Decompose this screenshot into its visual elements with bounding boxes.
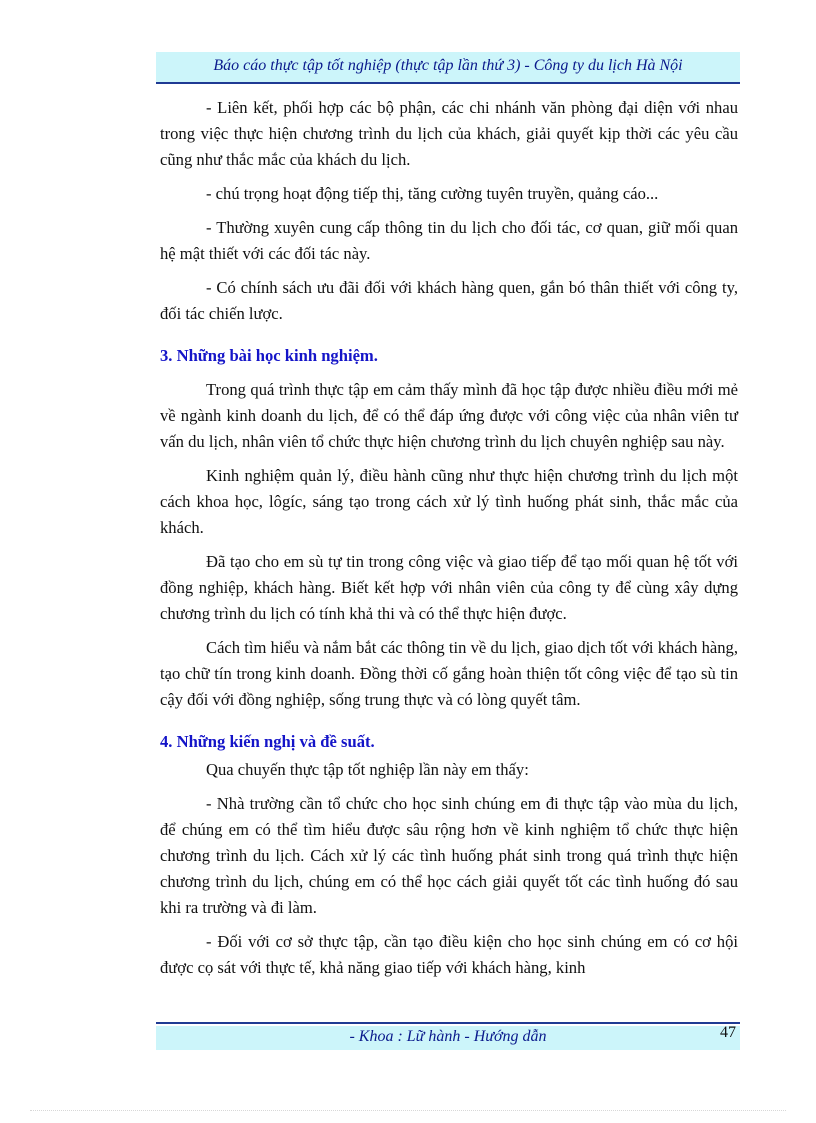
section-heading-4: 4. Những kiến nghị và đề suất. <box>160 732 375 751</box>
page-edge-divider <box>30 1110 786 1111</box>
page-footer <box>156 1026 740 1050</box>
paragraph: Kinh nghiệm quản lý, điều hành cũng như thực hiện chương trình du lịch một cách khoa học, lôgíc, sáng tạo trong cách xử lý tình huống phát sinh, thắc mắc của khách. <box>160 466 738 537</box>
header-title: Báo cáo thực tập tốt nghiệp (thực tập lần thứ 3) - Công ty du lịch Hà Nội <box>213 57 683 74</box>
footer-text: - Khoa : Lữ hành - Hướng dẫn <box>349 1028 547 1045</box>
paragraph: Trong quá trình thực tập em cảm thấy mình đã học tập được nhiều điều mới mẻ về ngành kinh doanh du lịch, để có thể đáp ứng được với công việc của nhân viên tư vấn du lịch, nhân viên tổ chức thực hiện chương trình du lịch chuyên nghiệp sau này. <box>160 380 738 451</box>
paragraph: - Thường xuyên cung cấp thông tin du lịch cho đối tác, cơ quan, giữ mối quan hệ mật thiết với các đối tác này. <box>160 218 738 263</box>
page-header <box>156 52 740 84</box>
paragraph: Cách tìm hiểu và nắm bắt các thông tin về du lịch, giao dịch tốt với khách hàng, tạo chữ tín trong kinh doanh. Đồng thời cố gắng hoàn thiện tốt công việc để tạo sù tin cậy đối với đồng nghiệp, sống trung thực và có lòng quyết tâm. <box>160 638 738 709</box>
paragraph: - Liên kết, phối hợp các bộ phận, các chi nhánh văn phòng đại diện với nhau trong việc thực hiện chương trình du lịch của khách, giải quyết kịp thời các yêu cầu cũng như thắc mắc của khách du lịch. <box>160 98 738 169</box>
document-body <box>160 95 738 989</box>
paragraph: Qua chuyến thực tập tốt nghiệp lần này em thấy: <box>206 760 529 779</box>
paragraph: - Đối với cơ sở thực tập, cần tạo điều kiện cho học sinh chúng em có cơ hội được cọ sát với thực tế, khả năng giao tiếp với khách hàng, kinh <box>160 932 738 977</box>
paragraph: - Có chính sách ưu đãi đối với khách hàng quen, gắn bó thân thiết với công ty, đối tác chiến lược. <box>160 278 738 323</box>
section-heading-3: 3. Những bài học kinh nghiệm. <box>160 346 378 365</box>
paragraph: Đã tạo cho em sù tự tin trong công việc và giao tiếp để tạo mối quan hệ tốt với đồng nghiệp, khách hàng. Biết kết hợp với nhân viên của công ty để cùng xây dựng chương trình du lịch có tính khả thi và có thể thực hiện được. <box>160 552 738 623</box>
footer-divider <box>156 1022 740 1024</box>
paragraph: - chú trọng hoạt động tiếp thị, tăng cường tuyên truyền, quảng cáo... <box>206 184 659 203</box>
paragraph: - Nhà trường cần tổ chức cho học sinh chúng em đi thực tập vào mùa du lịch, để chúng em có thể tìm hiểu được sâu rộng hơn về kinh nghiệm tổ chức thực hiện chương trình du lịch. Cách xử lý các tình huống phát sinh trong quá trình thực hiện chương trình du lịch, chúng em có thể học cách giải quyết tốt các tình huống đó sau khi ra trường và đi làm. <box>160 794 738 917</box>
page-number: 47 <box>720 1024 736 1041</box>
